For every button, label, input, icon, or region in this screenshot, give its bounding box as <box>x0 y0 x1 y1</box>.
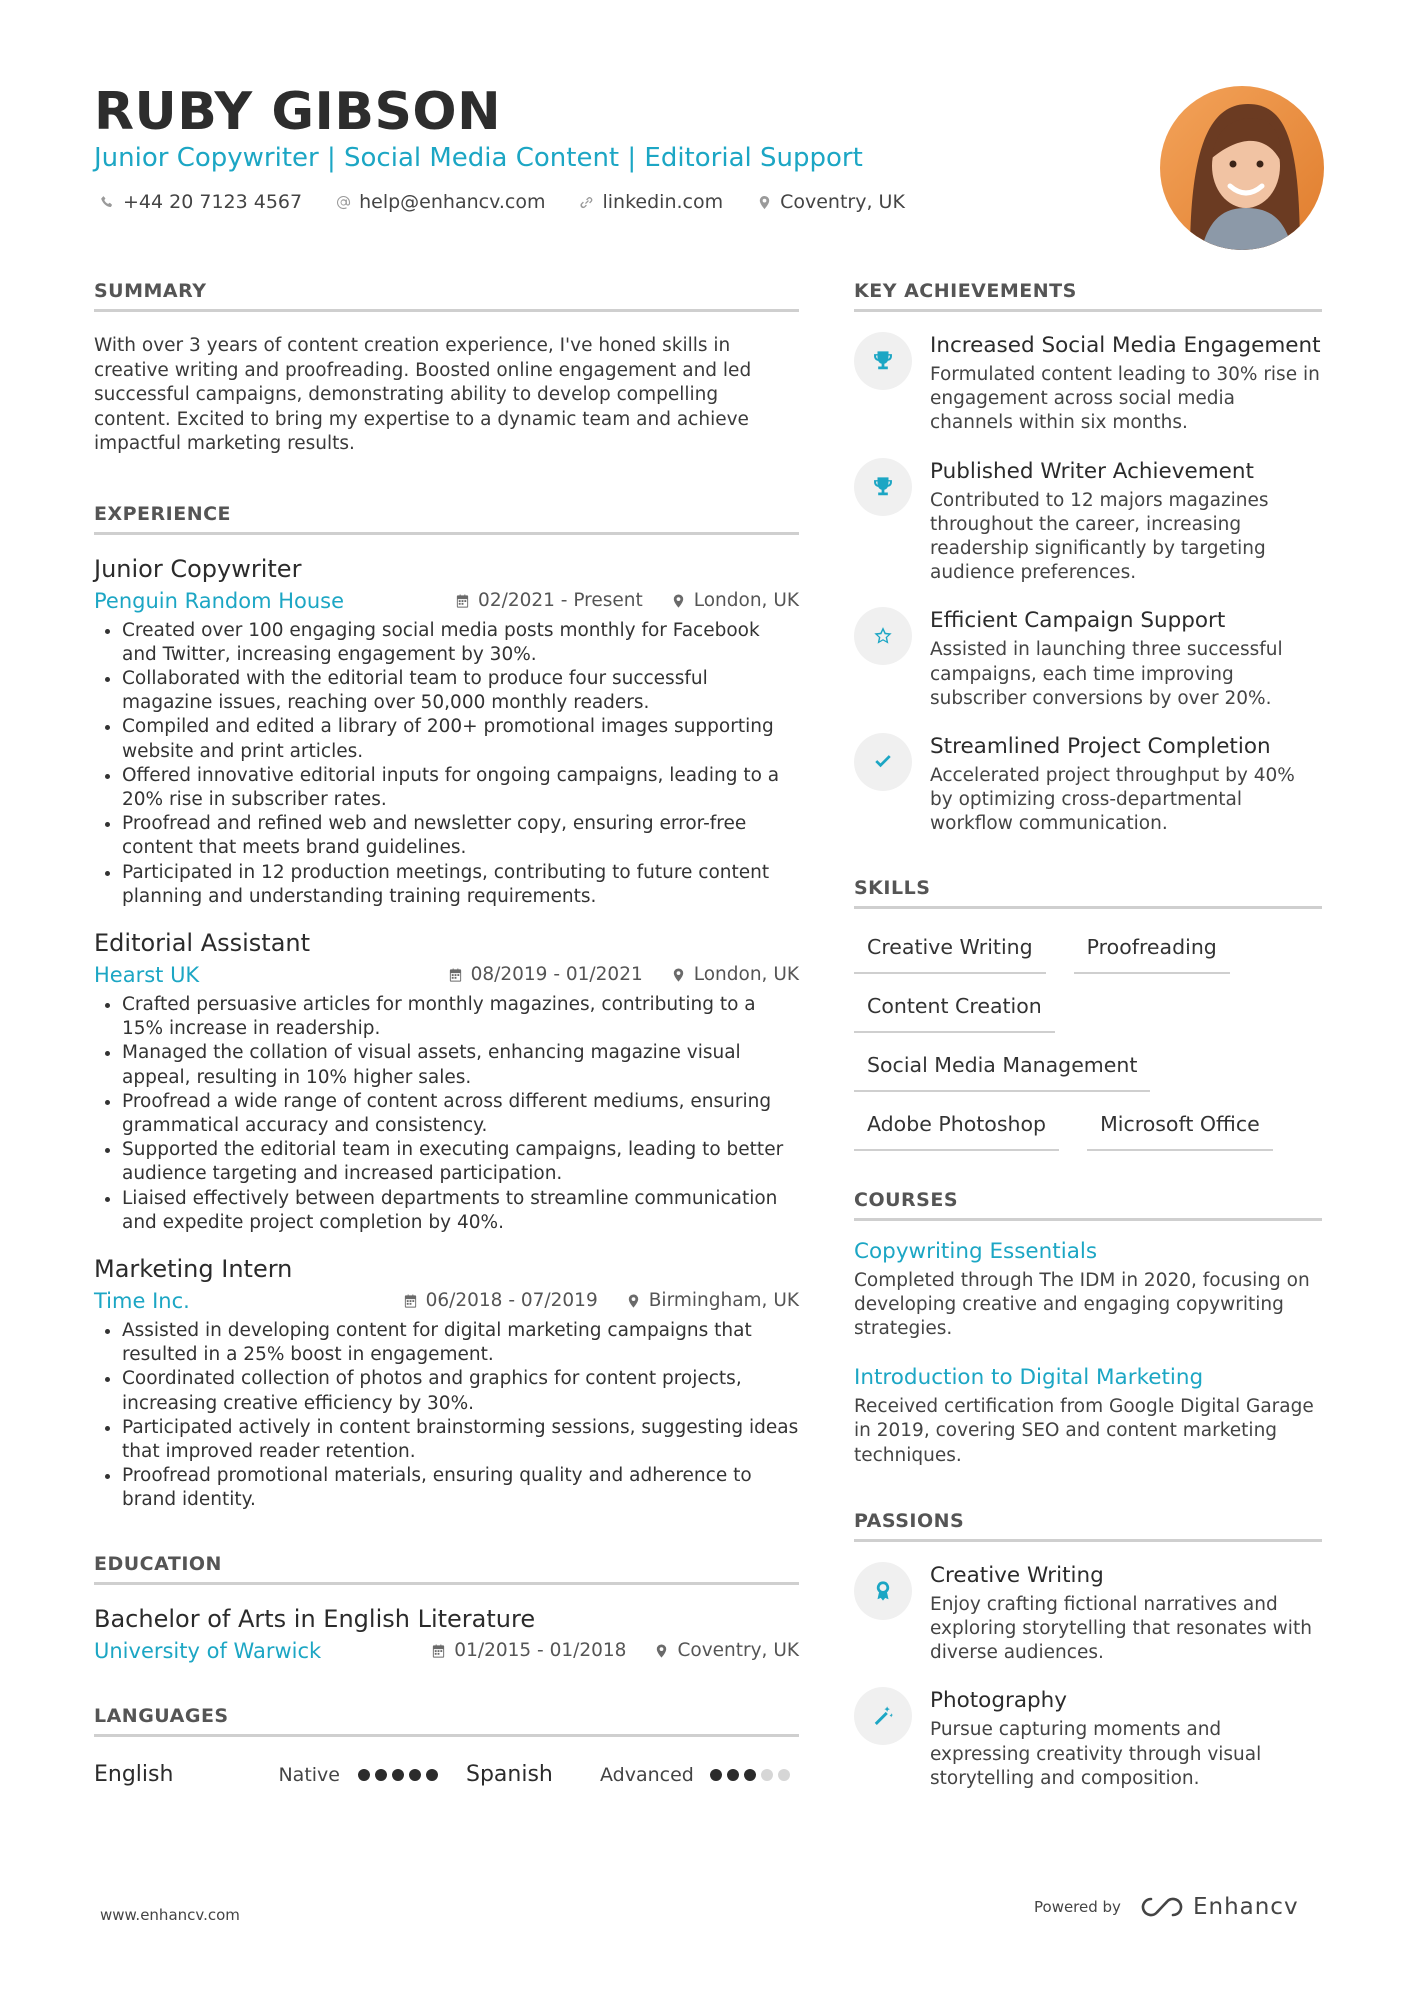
bullet-item: • Liaised effectively between departments to streamline communication and expedite project completion by 40%. <box>122 1187 799 1235</box>
courses-heading: COURSES <box>854 1187 1322 1221</box>
skill-tag: Proofreading <box>1074 927 1230 974</box>
award-ribbon-icon <box>854 1562 912 1620</box>
passions-heading: PASSIONS <box>854 1508 1322 1542</box>
calendar-icon <box>431 1643 446 1659</box>
location-pin-icon <box>757 195 772 210</box>
languages-list <box>94 1759 799 1791</box>
language-rating <box>358 1769 438 1781</box>
achievement-desc: Formulated content leading to 30% rise in engagement across social media channels within six months. <box>930 364 1320 434</box>
languages-section <box>94 1703 799 1791</box>
rating-dot-filled <box>710 1769 722 1781</box>
experience-section <box>94 501 799 1513</box>
experience-entry <box>94 927 799 1235</box>
contact-email-text: help@enhancv.com <box>359 191 546 213</box>
passion-desc: Pursue capturing moments and expressing creativity through visual storytelling and composition. <box>930 1719 1262 1789</box>
bullet-item: • Proofread promotional materials, ensuring quality and adherence to brand identity. <box>122 1464 799 1512</box>
education-dates: 01/2015 - 01/2018 <box>454 1640 627 1662</box>
bullet-item: • Assisted in developing content for digital marketing campaigns that resulted in a 25% boost in engagement. <box>122 1319 799 1367</box>
passion-item <box>854 1687 1322 1791</box>
trophy-icon <box>854 332 912 390</box>
education-location: Coventry, UK <box>677 1640 799 1662</box>
course-title: Introduction to Digital Marketing <box>854 1365 1204 1391</box>
skill-tag: Microsoft Office <box>1087 1104 1273 1151</box>
star-icon <box>854 607 912 665</box>
bullet-item: • Coordinated collection of photos and graphics for content projects, increasing creative efficiency by 30%. <box>122 1367 799 1415</box>
achievement-title: Published Writer Achievement <box>930 458 1254 484</box>
language-item <box>94 1762 466 1787</box>
candidate-name: RUBY GIBSON <box>94 82 502 142</box>
achievement-item <box>854 332 1322 436</box>
role-title: Marketing Intern <box>94 1254 293 1283</box>
achievements-heading: KEY ACHIEVEMENTS <box>854 278 1322 312</box>
skills-list <box>854 927 1322 1151</box>
summary-text: With over 3 years of content creation experience, I've honed skills in creative writing and proofreading. Boosted online engagement and led successful campaigns, demonstrating ability to develop compelling content. Excited to bring my expertise to a dynamic team and achieve impactful marketing results. <box>94 335 752 454</box>
footer-branding <box>1034 1894 1299 1920</box>
candidate-tagline: Junior Copywriter | Social Media Content | Editorial Support <box>94 143 863 173</box>
enhancv-logo[interactable] <box>1139 1894 1299 1920</box>
bullet-item: • Offered innovative editorial inputs for ongoing campaigns, leading to a 20% rise in subscriber rates. <box>122 764 799 812</box>
course-title: Copywriting Essentials <box>854 1238 1098 1264</box>
passion-desc: Enjoy crafting fictional narratives and exploring storytelling that resonates with diverse audiences. <box>930 1593 1312 1664</box>
bullet-item: • Participated in 12 production meetings, contributing to future content planning and understanding training requirements. <box>122 861 799 909</box>
calendar-icon <box>455 593 470 609</box>
enhancv-wordmark: Enhancv <box>1192 1894 1299 1920</box>
role-location: London, UK <box>693 590 799 611</box>
role-title: Editorial Assistant <box>94 928 311 957</box>
skill-tag: Social Media Management <box>854 1045 1150 1092</box>
magic-wand-icon <box>854 1687 912 1745</box>
contact-location-text: Coventry, UK <box>780 191 905 213</box>
company-name: Hearst UK <box>94 962 200 987</box>
passion-item <box>854 1562 1322 1666</box>
rating-dot-filled <box>426 1769 438 1781</box>
rating-dot-filled <box>375 1769 387 1781</box>
bullet-item: • Created over 100 engaging social media posts monthly for Facebook and Twitter, increasing engagement by 30%. <box>122 619 799 667</box>
courses-section <box>854 1187 1322 1468</box>
achievement-title: Increased Social Media Engagement <box>930 333 1321 358</box>
education-meta <box>94 1635 799 1667</box>
check-icon <box>854 733 912 791</box>
language-item <box>466 1762 799 1787</box>
passions-section <box>854 1508 1322 1791</box>
rating-dot-filled <box>744 1769 756 1781</box>
education-section <box>94 1551 799 1667</box>
skill-tag: Adobe Photoshop <box>854 1104 1059 1151</box>
bullet-item: • Managed the collation of visual assets, enhancing magazine visual appeal, resulting in 10% higher sales. <box>122 1041 799 1089</box>
achievement-item <box>854 607 1322 711</box>
role-meta <box>94 585 799 617</box>
profile-photo <box>1160 86 1324 250</box>
location-pin-icon <box>671 967 686 983</box>
achievement-desc: Assisted in launching three successful campaigns, each time improving subscriber conversions by over 20%. <box>930 639 1283 709</box>
phone-icon <box>100 195 115 210</box>
contact-email[interactable] <box>336 188 545 216</box>
contact-location <box>757 188 905 216</box>
contact-bar <box>100 188 905 216</box>
course-desc: Completed through The IDM in 2020, focusing on developing creative and engaging copywriting strategies. <box>854 1269 1310 1340</box>
location-pin-icon <box>654 1643 669 1659</box>
skill-tag: Creative Writing <box>854 927 1046 974</box>
footer-website[interactable]: www.enhancv.com <box>100 1906 240 1924</box>
contact-phone <box>100 188 302 216</box>
role-location: Birmingham, UK <box>648 1290 799 1312</box>
role-meta <box>94 1285 799 1317</box>
education-heading: EDUCATION <box>94 1551 799 1585</box>
language-rating <box>710 1769 790 1781</box>
achievement-desc: Contributed to 12 majors magazines throughout the career, increasing readership significantly by targeting audience preferences. <box>930 489 1269 584</box>
language-name: Spanish <box>466 1762 553 1788</box>
achievement-desc: Accelerated project throughput by 40% by optimizing cross-departmental workflow communication. <box>930 765 1295 835</box>
achievement-title: Efficient Campaign Support <box>930 608 1226 634</box>
languages-heading: LANGUAGES <box>94 1703 799 1737</box>
role-dates: 02/2021 - Present <box>478 590 643 611</box>
summary-heading: SUMMARY <box>94 278 799 312</box>
language-name: English <box>94 1762 174 1788</box>
bullet-item: • Proofread a wide range of content across different mediums, ensuring grammatical accuracy and consistency. <box>122 1090 799 1138</box>
left-column <box>94 278 799 1791</box>
at-icon <box>336 195 351 210</box>
degree-title: Bachelor of Arts in English Literature <box>94 1604 536 1633</box>
skill-tag: Content Creation <box>854 986 1055 1033</box>
contact-phone-text: +44 20 7123 4567 <box>123 191 303 213</box>
skills-section <box>854 875 1322 1151</box>
course-item <box>854 1237 1322 1342</box>
rating-dot-empty <box>761 1769 773 1781</box>
rating-dot-filled <box>358 1769 370 1781</box>
summary-section <box>94 278 799 457</box>
skills-heading: SKILLS <box>854 875 1322 909</box>
link-icon <box>579 195 594 210</box>
contact-linkedin-text: linkedin.com <box>602 191 724 213</box>
bullet-item: • Crafted persuasive articles for monthly magazines, contributing to a 15% increase in readership. <box>122 993 799 1041</box>
experience-heading: EXPERIENCE <box>94 501 799 535</box>
achievement-title: Streamlined Project Completion <box>930 734 1271 760</box>
company-name: Penguin Random House <box>94 588 345 613</box>
company-name: Time Inc. <box>94 1288 190 1313</box>
school-name: University of Warwick <box>94 1638 322 1663</box>
contact-linkedin[interactable] <box>579 188 723 216</box>
bullet-item: • Supported the editorial team in executing campaigns, leading to better audience targeting and increased participation. <box>122 1138 799 1186</box>
course-desc: Received certification from Google Digital Garage in 2019, covering SEO and content marketing techniques. <box>854 1396 1314 1466</box>
calendar-icon <box>448 967 463 983</box>
role-title: Junior Copywriter <box>94 554 302 583</box>
achievements-section <box>854 278 1322 837</box>
rating-dot-filled <box>727 1769 739 1781</box>
achievement-item <box>854 733 1322 837</box>
role-dates: 08/2019 - 01/2021 <box>470 964 643 986</box>
location-pin-icon <box>671 593 686 609</box>
rating-dot-filled <box>409 1769 421 1781</box>
calendar-icon <box>403 1293 418 1309</box>
location-pin-icon <box>626 1293 641 1309</box>
enhancv-logo-icon <box>1139 1895 1185 1919</box>
bullet-item: • Compiled and edited a library of 200+ promotional images supporting website and print articles. <box>122 715 799 763</box>
bullet-item: • Collaborated with the editorial team to produce four successful magazine issues, reaching over 50,000 monthly readers. <box>122 667 799 715</box>
bullet-item: • Participated actively in content brainstorming sessions, suggesting ideas that improved reader retention. <box>122 1416 799 1464</box>
passion-title: Creative Writing <box>930 1562 1104 1588</box>
role-dates: 06/2018 - 07/2019 <box>425 1290 598 1312</box>
role-meta <box>94 959 799 991</box>
role-location: London, UK <box>693 964 799 986</box>
experience-entry <box>94 1253 799 1513</box>
passion-title: Photography <box>930 1688 1067 1714</box>
role-bullets <box>94 619 799 909</box>
role-bullets <box>94 993 799 1235</box>
rating-dot-empty <box>778 1769 790 1781</box>
right-column <box>854 278 1322 1791</box>
rating-dot-filled <box>392 1769 404 1781</box>
trophy-icon <box>854 458 912 516</box>
course-item <box>854 1363 1322 1468</box>
language-level: Advanced <box>600 1763 694 1786</box>
experience-entry <box>94 553 799 909</box>
powered-by-label: Powered by <box>1034 1898 1121 1916</box>
bullet-item: • Proofread and refined web and newsletter copy, ensuring error-free content that meets brand guidelines. <box>122 812 799 860</box>
achievement-item <box>854 458 1322 586</box>
role-bullets <box>94 1319 799 1513</box>
language-level: Native <box>278 1763 340 1786</box>
